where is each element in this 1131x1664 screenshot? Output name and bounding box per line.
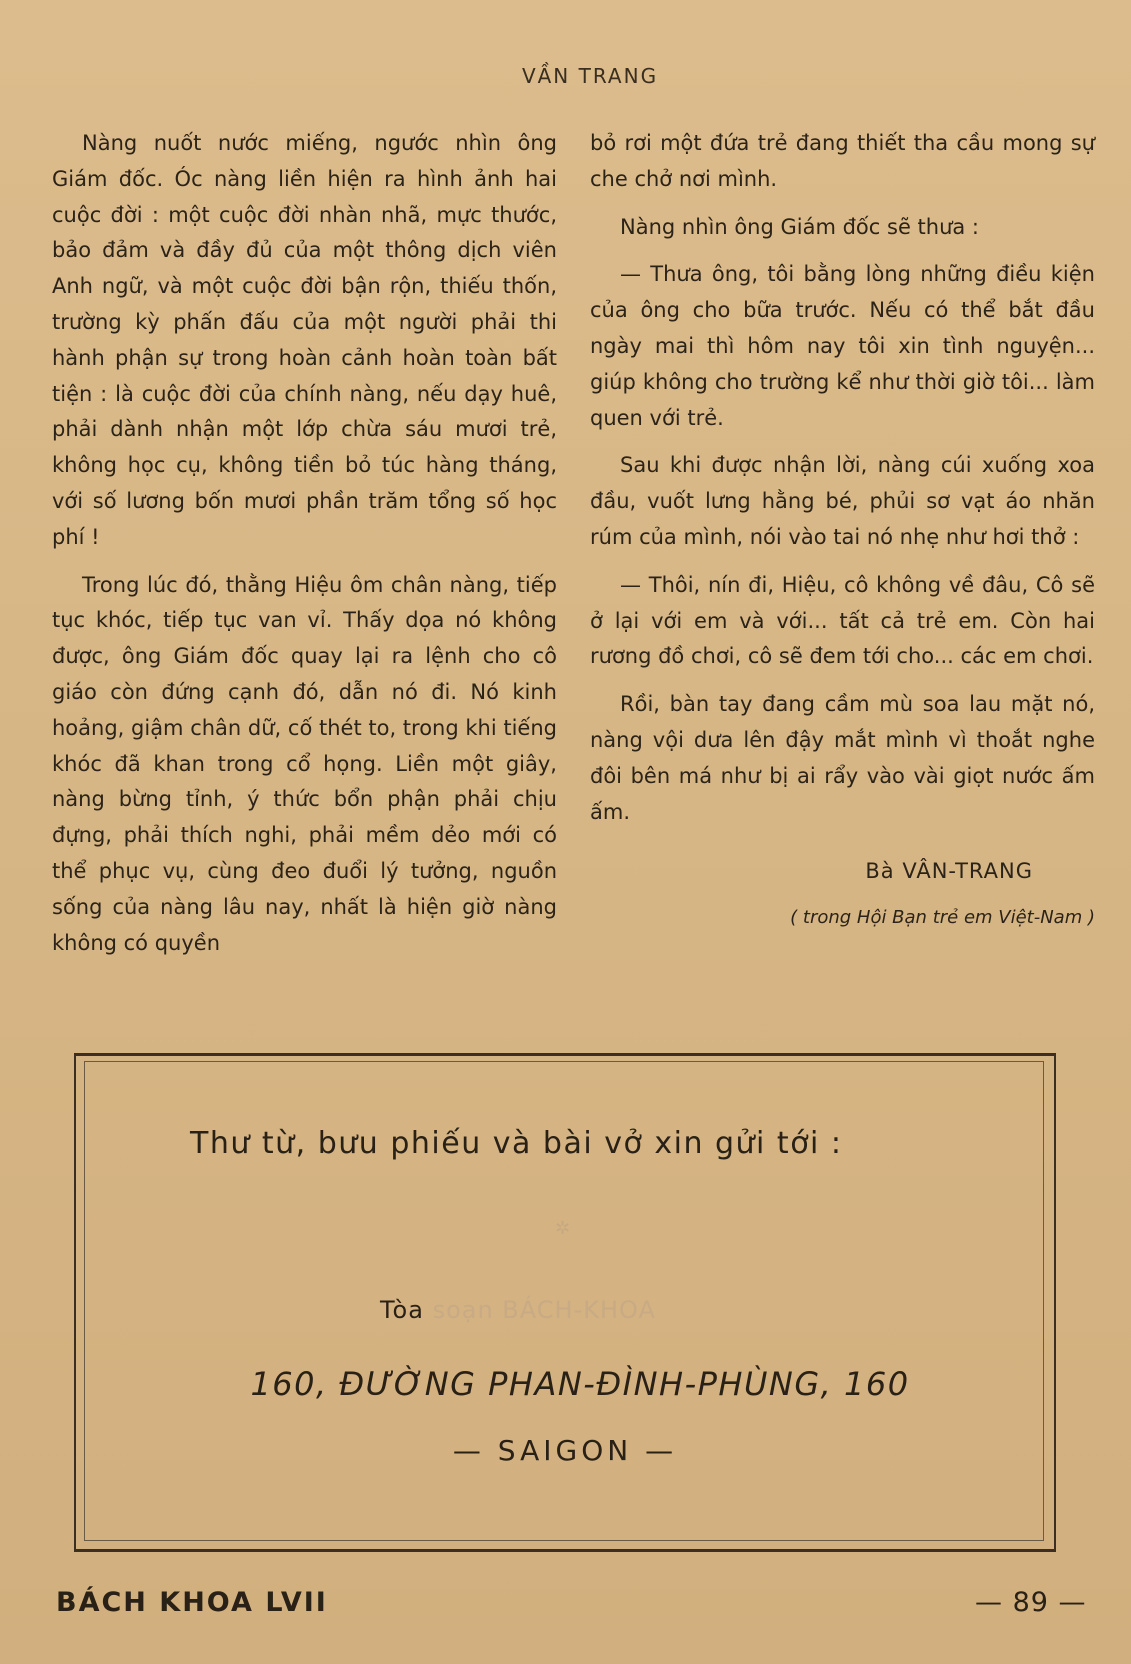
right-paragraph-4: Sau khi được nhận lời, nàng cúi xuống xoa đầu, vuốt lưng hằng bé, phủi sơ vạt áo nhăn rúm của mình, nói vào tai nó nhẹ như hơi thở : bbox=[590, 453, 1095, 549]
ornament-icon: ✲ bbox=[555, 1218, 571, 1239]
author-signature: Bà VÂN-TRANG bbox=[865, 859, 1033, 884]
running-head: VẦN TRANG bbox=[521, 64, 659, 88]
notice-office-name-faded: soạn BÁCH-KHOA bbox=[432, 1296, 656, 1324]
notice-editorial-office bbox=[380, 1296, 780, 1324]
right-column bbox=[590, 126, 1095, 936]
left-paragraph-2: Trong lúc đó, thằng Hiệu ôm chân nàng, tiếp tục khóc, tiếp tục van vỉ. Thấy dọa nó không được, ông Giám đốc quay lại ra lệnh cho cô giáo còn đứng cạnh đó, dẫn nó đi. Nó kinh hoảng, giậm chân dữ, cố thét to, trong khi tiếng khóc đã khan trong cổ họng. Liền một giây, nàng bừng tỉnh, ý thức bổn phận phải chịu đựng, phải thích nghi, phải mềm dẻo mới có thể phục vụ, cùng đeo đuổi lý tưởng, nguồn sống của nàng lâu nay, nhất là hiện giờ nàng không có quyền bbox=[52, 572, 557, 955]
footer-page-number: — 89 — bbox=[975, 1587, 1087, 1618]
right-paragraph-6: Rồi, bàn tay đang cầm mù soa lau mặt nó, nàng vội dưa lên đậy mắt mình vì thoắt nghe đôi bên má như bị ai rẩy vào vài giọt nước ấm ấm. bbox=[590, 692, 1095, 824]
notice-address: 160, ĐƯỜNG PHAN-ĐÌNH-PHÙNG, 160 bbox=[250, 1365, 910, 1403]
author-organization: ( trong Hội Bạn trẻ em Việt-Nam ) bbox=[790, 907, 1095, 929]
right-paragraph-5: — Thôi, nín đi, Hiệu, cô không về đâu, Cô sẽ ở lại với em và với... tất cả trẻ em. Còn hai rương đồ chơi, cô sẽ đem tới cho... các em chơi. bbox=[590, 572, 1095, 669]
notice-mail-instruction: Thư từ, bưu phiếu và bài vở xin gửi tới : bbox=[190, 1126, 843, 1161]
notice-office-label: Tòa bbox=[380, 1296, 424, 1324]
left-column bbox=[52, 126, 557, 973]
right-paragraph-1: bỏ rơi một đứa trẻ đang thiết tha cầu mong sự che chở nơi mình. bbox=[590, 131, 1095, 191]
footer-publication: BÁCH KHOA LVII bbox=[56, 1587, 328, 1618]
right-paragraph-2: Nàng nhìn ông Giám đốc sẽ thưa : bbox=[620, 214, 980, 239]
left-paragraph-1: Nàng nuốt nước miếng, ngước nhìn ông Giám đốc. Óc nàng liền hiện ra hình ảnh hai cuộc đời : một cuộc đời nhàn nhã, mực thước, bảo đảm và đầy đủ của một thông dịch viên Anh ngữ, và một cuộc đời bận rộn, thiếu thốn, trường kỳ phấn đấu của một người phải thi hành phận sự trong hoàn cảnh hoàn toàn bất tiện : là cuộc đời của chính nàng, nếu dạy huê, phải dành nhận một lớp chừa sáu mươi trẻ, không học cụ, không tiền bỏ túc hàng tháng, với số lương bốn mươi phần trăm tổng số học phí ! bbox=[52, 131, 557, 549]
right-paragraph-3: — Thưa ông, tôi bằng lòng những điều kiện của ông cho bữa trước. Nếu có thể bắt đầu ngày mai thì hôm nay tôi xin tình nguyện... giúp không cho trường kể như thời giờ tôi... làm quen với trẻ. bbox=[590, 262, 1095, 430]
notice-city: — SAIGON — bbox=[452, 1434, 678, 1467]
